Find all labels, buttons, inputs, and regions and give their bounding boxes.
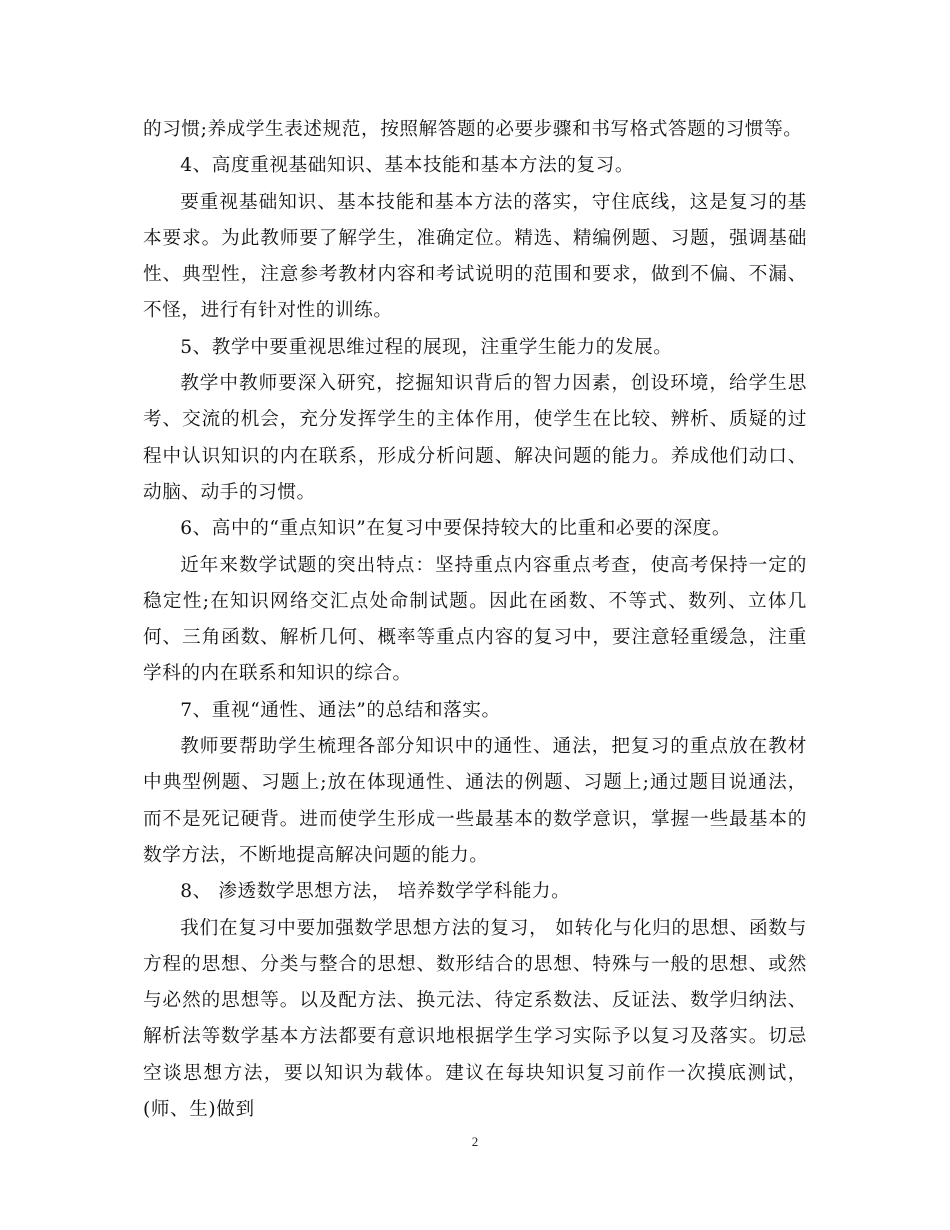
paragraph-body: 近年来数学试题的突出特点：坚持重点内容重点考查，使高考保持一定的稳定性;在知识网络交汇点处命制试题。因此在函数、不等式、数列、立体几何、三角函数、解析几何、概率等重点内容的复习中，要注意轻重缓急，注重学科的内在联系和知识的综合。 — [143, 554, 807, 685]
section-heading-6: 6、高中的“重点知识”在复习中要保持较大的比重和必要的深度。 — [180, 518, 732, 540]
paragraph-body: 教学中教师要深入研究，挖掘知识背后的智力因素，创设环境，给学生思考、交流的机会，充分发挥学生的主体作用，使学生在比较、辨析、质疑的过程中认识知识的内在联系，形成分析问题、解决问题的能力。养成他们动口、动脑、动手的习惯。 — [143, 373, 807, 503]
paragraph-body: 我们在复习中要加强数学思想方法的复习， 如转化与化归的思想、函数与方程的思想、分类与整合的思想、数形结合的思想、特殊与一般的思想、或然与必然的思想等。以及配方法、换元法、待定系数法、反证法、数学归纳法、解析法等数学基本方法都要有意识地根据学生学习实际予以复习及落实。切忌空谈思想方法，要以知识为载体。建议在每块知识复习前作一次摸底测试，(师、生)做到 — [143, 917, 807, 1121]
section-heading-5: 5、教学中要重视思维过程的展现，注重学生能力的发展。 — [180, 336, 673, 358]
section-heading-7: 7、重视“通性、通法”的总结和落实。 — [180, 699, 501, 721]
paragraph-body: 要重视基础知识、基本技能和基本方法的落实，守住底线，这是复习的基本要求。为此教师要了解学生，准确定位。精选、精编例题、习题，强调基础性、典型性，注意参考教材内容和考试说明的范围和要求，做到不偏、不漏、不怪，进行有针对性的训练。 — [143, 191, 807, 322]
section-heading-8: 8、 渗透数学思想方法， 培养数学学科能力。 — [180, 881, 571, 903]
document-body — [143, 112, 807, 1128]
paragraph-body: 教师要帮助学生梳理各部分知识中的通性、通法，把复习的重点放在教材中典型例题、习题上;放在体现通性、通法的例题、习题上;通过题目说通法，而不是死记硬背。进而使学生形成一些最基本的数学意识，掌握一些最基本的数学方法，不断地提高解决问题的能力。 — [143, 736, 807, 866]
paragraph-continuation: 的习惯;养成学生表述规范，按照解答题的必要步骤和书写格式答题的习惯等。 — [143, 119, 803, 140]
section-heading-4: 4、高度重视基础知识、基本技能和基本方法的复习。 — [180, 155, 635, 177]
page-number: 2 — [471, 1134, 479, 1149]
